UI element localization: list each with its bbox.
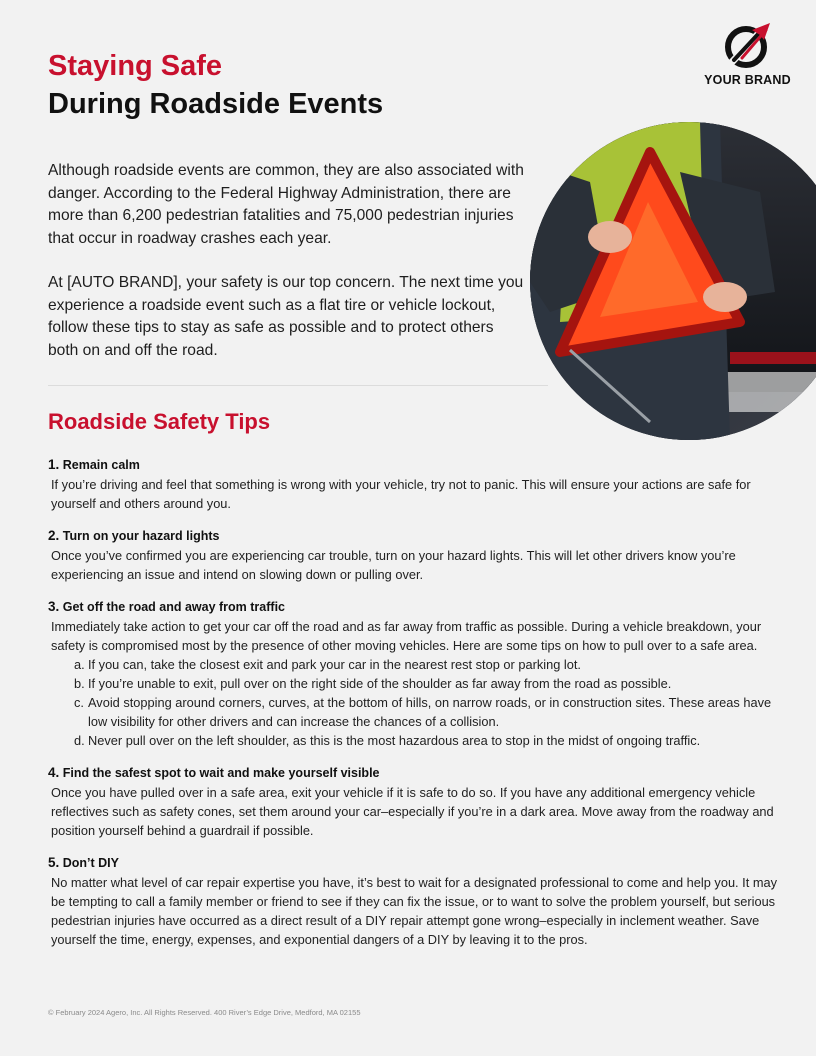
brand-logo: [690, 20, 805, 100]
tip-heading-text: Don’t DIY: [62, 856, 119, 870]
subitem-letter: a.: [74, 657, 85, 672]
subitem-letter: d.: [74, 733, 85, 748]
tips-list: [48, 457, 778, 964]
tip-body: No matter what level of car repair expertise you have, it’s best to wait for a designated professional to come and help you. It may be tempting to call a family member or friend to see if they can fix the issue, or to want to solve the problem yourself, but serious pedestrian injuries have occurred as a direct result of a DIY repair attempt gone wrong–especially in inclement weather. Save yourself the time, energy, expenses, and exponential dangers of a DIY by leaving it to the pros.: [51, 875, 778, 947]
intro-text: [48, 160, 526, 362]
subitem-letter: b.: [74, 676, 85, 691]
tip-item: [48, 457, 778, 513]
brand-logo-icon: [722, 20, 774, 70]
subitem-text: If you can, take the closest exit and park your car in the nearest rest stop or parking lot.: [88, 657, 581, 672]
tip-heading: [48, 457, 778, 473]
subitem-letter: c.: [74, 695, 84, 710]
tip-item: [48, 599, 778, 750]
tip-heading-text: Get off the road and away from traffic: [62, 600, 286, 614]
page-title-line1: Staying Safe: [48, 50, 223, 82]
tip-subitem: [74, 674, 778, 693]
tip-heading: [48, 765, 778, 781]
warning-triangle-icon: [530, 122, 816, 440]
tip-number: 5.: [48, 855, 60, 870]
tip-number: 2.: [48, 528, 60, 543]
tip-subitem: [74, 693, 778, 731]
tip-body: If you’re driving and feel that something is wrong with your vehicle, try not to panic. This will ensure your actions are safe for yourself and others around you.: [51, 477, 751, 511]
tip-heading-text: Remain calm: [62, 458, 140, 472]
subitem-text: Never pull over on the left shoulder, as this is the most hazardous area to stop in the midst of ongoing traffic.: [88, 733, 701, 748]
tip-heading-text: Find the safest spot to wait and make yourself visible: [62, 766, 380, 780]
tip-number: 4.: [48, 765, 60, 780]
tip-body: Once you have pulled over in a safe area, exit your vehicle if it is safe to do so. If you have any additional emergency vehicle reflectives such as safety cones, set them around your car–especially if you’re in a dark area. Move away from the roadway and position yourself behind a guardrail if possible.: [51, 785, 774, 838]
section-title: Roadside Safety Tips: [48, 409, 271, 434]
tip-subitem: [74, 731, 778, 750]
hazard-triangle-photo: [530, 122, 816, 440]
tip-body: Immediately take action to get your car off the road and as far away from traffic as possible. During a vehicle breakdown, your safety is compromised most by the presence of other moving vehicles. Here are some tips on how to pull over to a safe area.: [51, 619, 762, 653]
section-divider: [48, 385, 548, 386]
brand-name: YOUR BRAND: [704, 73, 791, 87]
tip-heading: [48, 855, 778, 871]
tip-heading: [48, 599, 778, 615]
tip-heading: [48, 528, 778, 544]
intro-paragraph-2: At [AUTO BRAND], your safety is our top concern. The next time you experience a roadside event such as a flat tire or vehicle lockout, follow these tips to stay as safe as possible and to protect others both on and off the road.: [48, 274, 524, 359]
tip-heading-text: Turn on your hazard lights: [62, 529, 220, 543]
subitem-text: Avoid stopping around corners, curves, at the bottom of hills, on narrow roads, or in construction sites. These areas have low visibility for other drivers and can increase the chances of a collision.: [88, 695, 772, 729]
page-title-line2: During Roadside Events: [48, 88, 384, 120]
tip-sublist: [48, 655, 778, 750]
tip-item: [48, 765, 778, 840]
footer-copyright: © February 2024 Agero, Inc. All Rights Reserved. 400 River’s Edge Drive, Medford, MA 02155: [48, 1008, 361, 1017]
tip-number: 1.: [48, 457, 60, 472]
tip-number: 3.: [48, 599, 60, 614]
tip-item: [48, 855, 778, 949]
tip-body: Once you’ve confirmed you are experiencing car trouble, turn on your hazard lights. This will let other drivers know you’re experiencing an issue and intend on slowing down or pulling over.: [51, 548, 736, 582]
subitem-text: If you’re unable to exit, pull over on the right side of the shoulder as far away from the road as possible.: [88, 676, 672, 691]
intro-paragraph-1: Although roadside events are common, they are also associated with danger. According to the Federal Highway Administration, there are more than 6,200 pedestrian fatalities and 75,000 pedestrian injuries that occur in roadway crashes each year.: [48, 162, 524, 247]
tip-subitem: [74, 655, 778, 674]
tip-item: [48, 528, 778, 584]
